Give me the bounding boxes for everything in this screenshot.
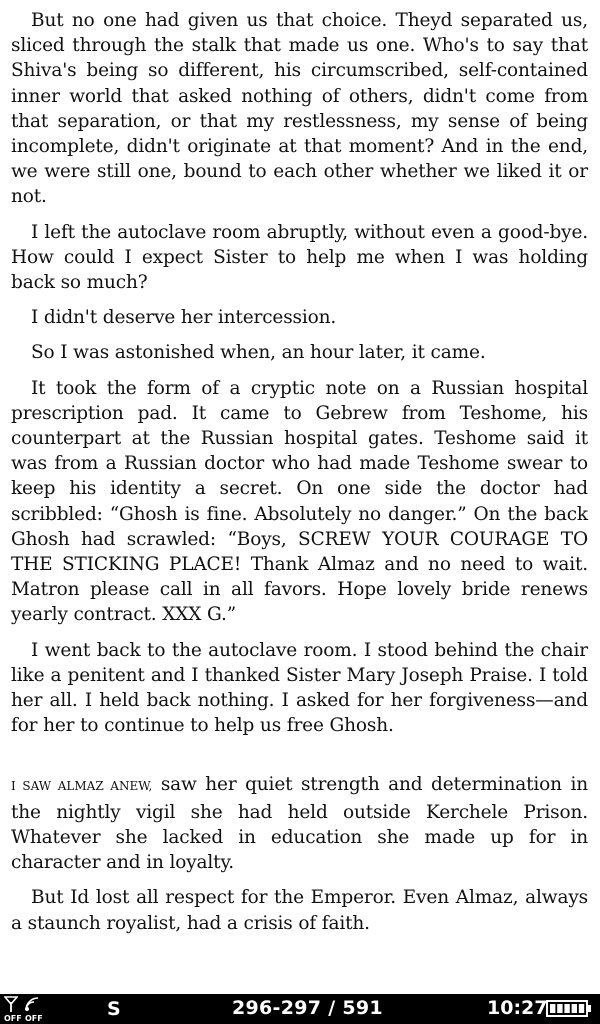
paragraph-1: But no one had given us that choice. Theyd separated us, sliced through the stalk that made us one. Who's to say that Shiva's being so different, his circumscribed, self-contained inner world that asked nothing of others, didn't come from that separation, or that my restlessness, my sense of being incomplete, didn't originate at that moment? And in the end, we were still one, bound to each other whether we liked it or not. <box>11 10 588 208</box>
wifi-off-label: OFF <box>25 1014 43 1023</box>
section-start-paragraph <box>11 772 588 875</box>
wifi-icon <box>24 996 40 1012</box>
connectivity-indicators <box>4 996 44 1022</box>
battery-cell <box>572 1004 577 1013</box>
status-bar <box>0 994 600 1024</box>
mode-indicator: S <box>107 998 121 1020</box>
battery-cell <box>550 1004 555 1013</box>
paragraph-last: But Id lost all respect for the Emperor. Even Almaz, always a staunch royalist, had a crisis of faith. <box>11 887 588 934</box>
antenna-off-label: OFF <box>4 1014 22 1023</box>
section-lead-smallcaps: I SAW ALMAZ ANEW, <box>11 779 153 794</box>
battery-cell <box>557 1004 562 1013</box>
paragraph-6: I went back to the autoclave room. I stood behind the chair like a penitent and I thanked Sister Mary Joseph Praise. I told her all. I held back nothing. I asked for her forgiveness—and for her to continue to help us free Ghosh. <box>11 639 588 737</box>
battery-cell <box>564 1004 569 1013</box>
clock-time: 10:27 <box>487 997 548 1019</box>
section-paragraph-text: saw her quiet strength and determination in the nightly vigil she had held outside Kerchele Prison. Whatever she lacked in education she made up for in character and in loyalty. <box>11 774 588 874</box>
battery-full-icon <box>546 1000 592 1017</box>
paragraph-3: I didn't deserve her intercession. <box>31 307 337 329</box>
battery-cell <box>579 1004 584 1013</box>
paragraph-5: It took the form of a cryptic note on a Russian hospital prescription pad. It came to Gebrew from Teshome, his counterpart at the Russian hospital gates. Teshome said it was from a Russian doctor who had made Teshome swear to keep his identity a secret. On one side the doctor had scribbled: “Ghosh is fine. Absolutely no danger.” On the back Ghosh had scrawled: “Boys, SCREW YOUR COURAGE TO THE STICKING PLACE! Thank Almaz and no need to wait. Matron please call in all favors. Hope lovely bride renews yearly contract. XXX G.” <box>11 377 588 626</box>
paragraph-4: So I was astonished when, an hour later, it came. <box>31 342 486 364</box>
paragraph-2: I left the autoclave room abruptly, without even a good-bye. How could I expect Sister to help me when I was holding back so much? <box>11 221 588 294</box>
page-indicator: 296-297 / 591 <box>232 997 383 1019</box>
antenna-icon <box>4 996 18 1012</box>
